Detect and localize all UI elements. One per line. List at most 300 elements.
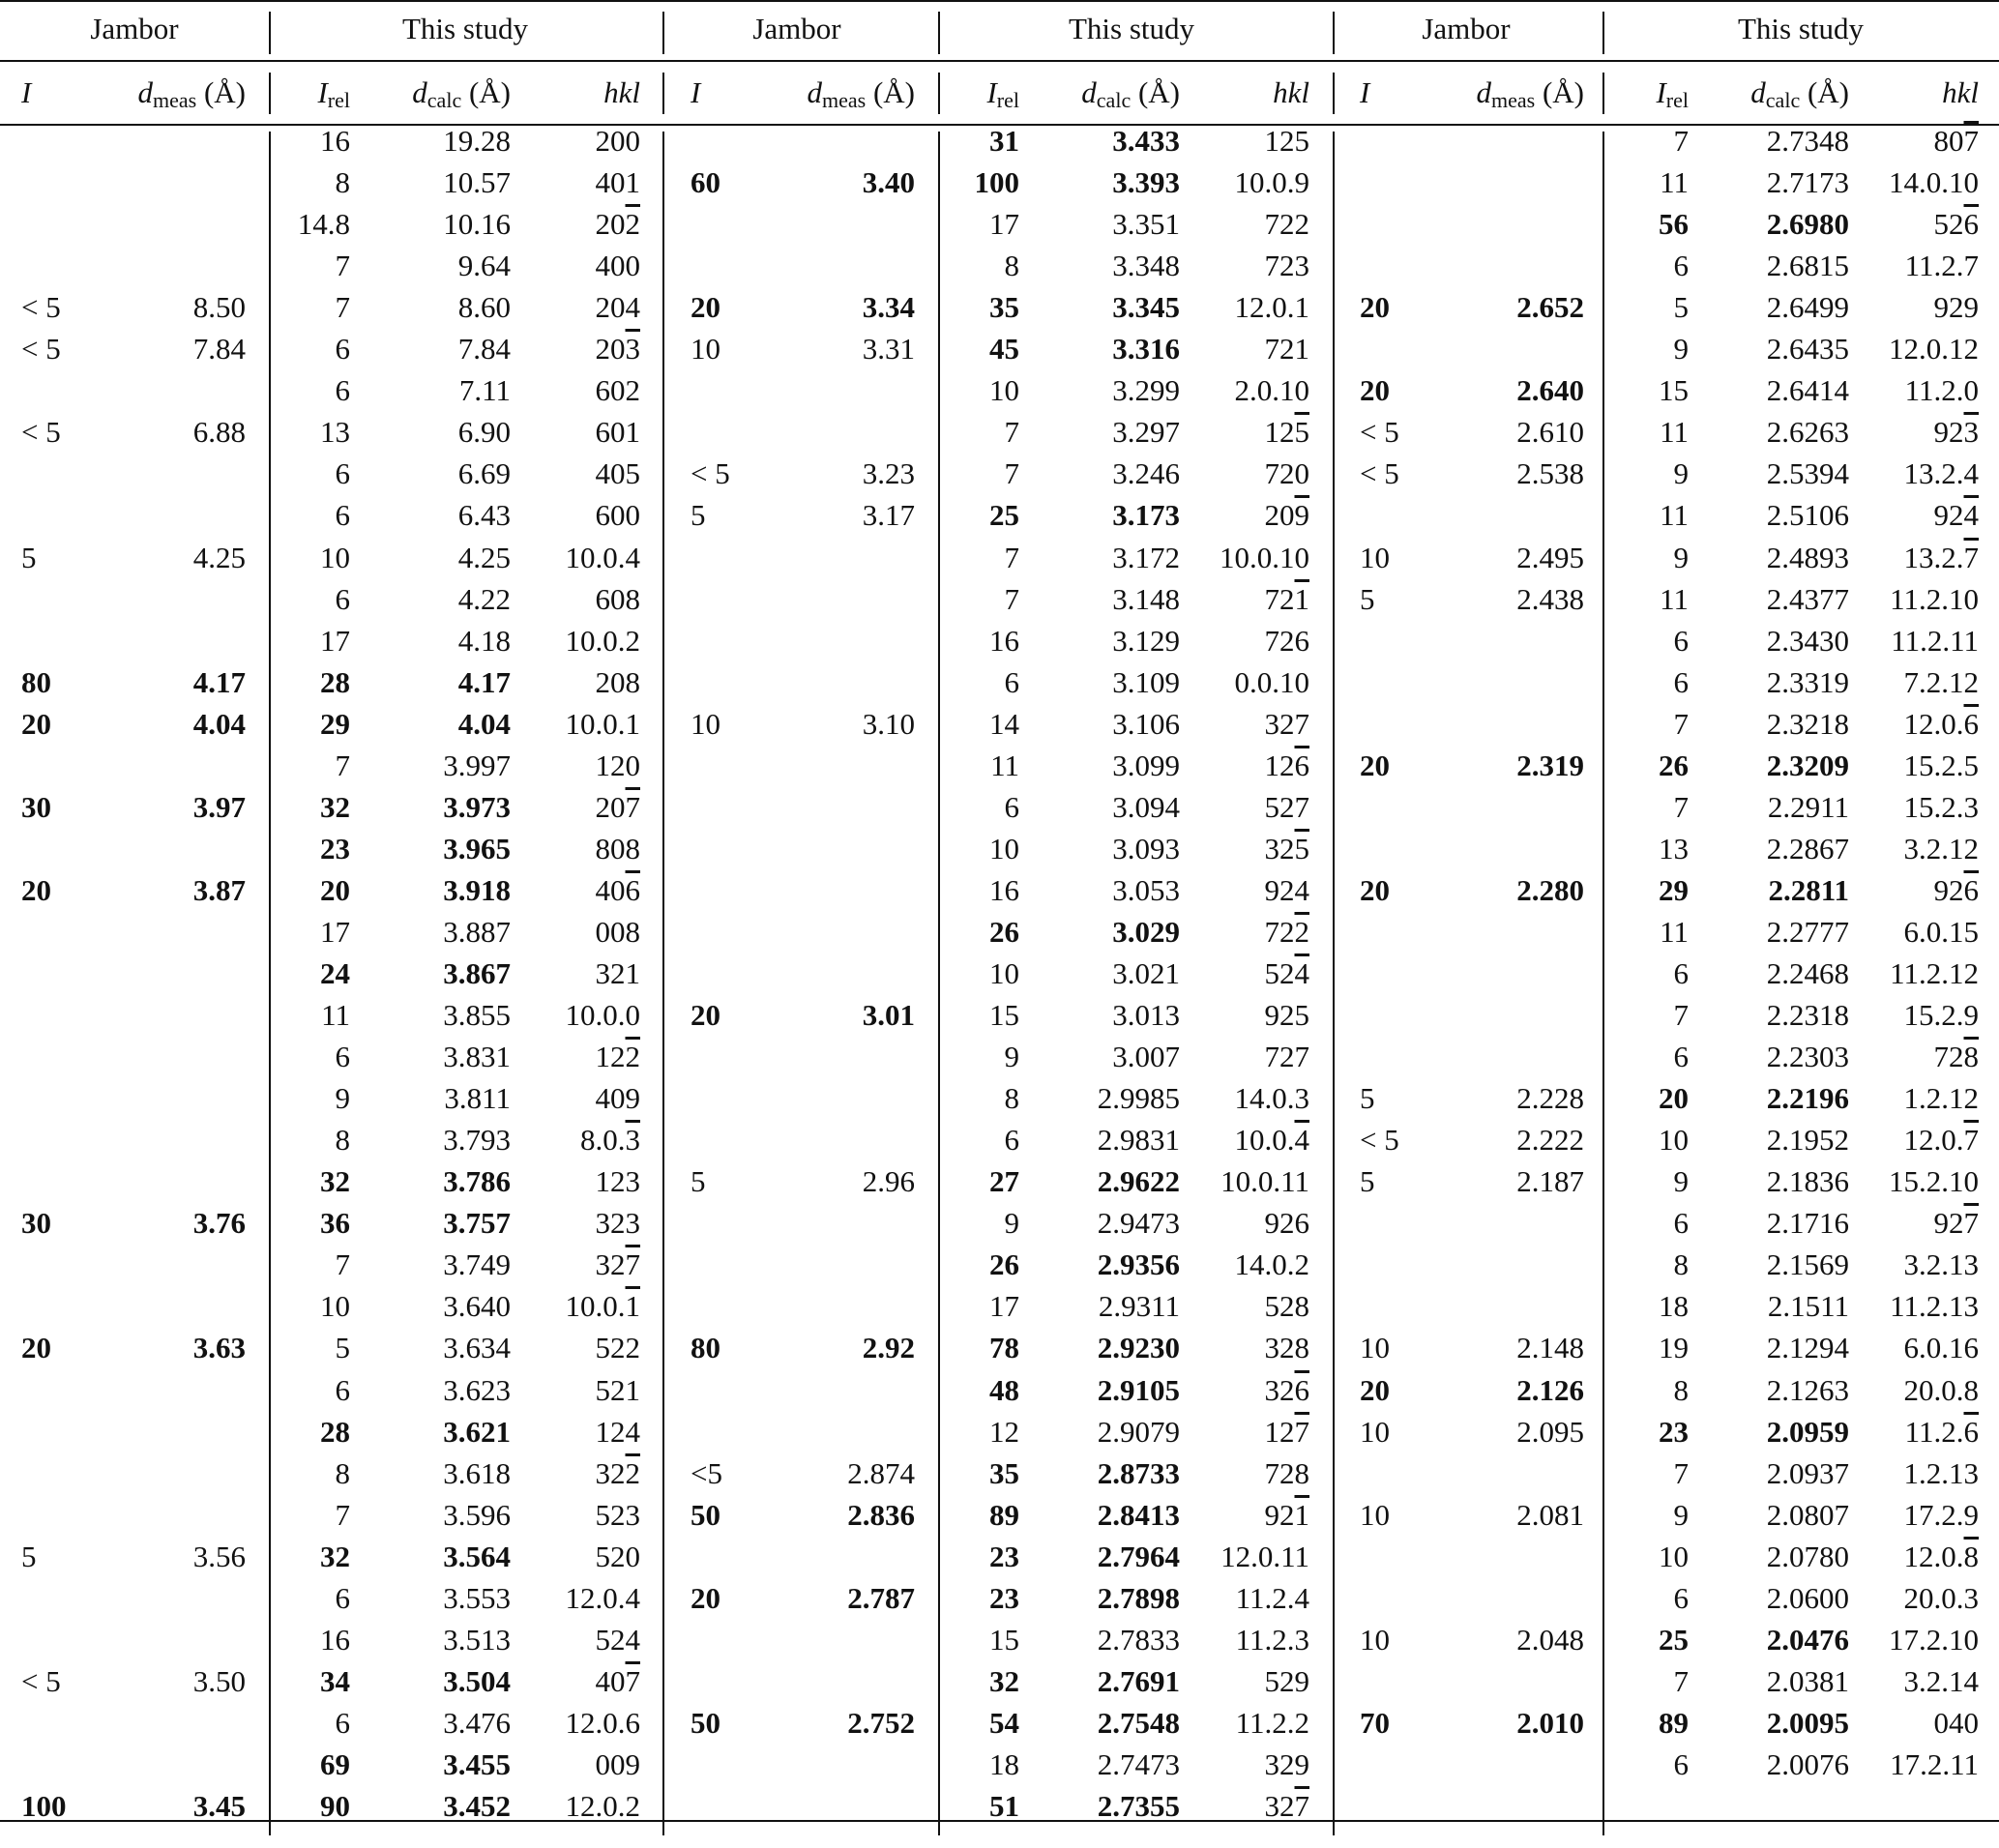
column-separator [1602,132,1604,1835]
cell-hkl: 11.2.3 [1235,1622,1309,1657]
cell-Irel: 7 [1673,789,1689,824]
cell-hkl: 808 [595,831,640,865]
cell-dcalc: 3.106 [1112,706,1180,741]
cell-Irel: 34 [320,1663,350,1698]
cell-I: 20 [691,998,720,1033]
cell-Irel: 8 [1673,1247,1689,1282]
cell-hkl: 11.2.2 [1235,1705,1309,1740]
cell-Irel: 6 [335,1040,350,1074]
cell-Irel: 14.8 [297,207,350,242]
cell-dcalc: 6.90 [457,415,511,450]
cell-I: 20 [21,872,51,907]
cell-hkl: 921 [1264,1497,1309,1532]
cell-Irel: 32 [320,1539,350,1573]
column-separator [662,132,664,1835]
cell-dcalc: 2.9356 [1097,1247,1180,1282]
cell-I: 5 [21,1539,37,1573]
cell-Irel: 7 [1673,706,1689,741]
group-header: This study [1737,12,1865,45]
cell-dcalc: 3.099 [1112,748,1180,782]
cell-Irel: 10 [989,956,1019,990]
cell-hkl: 10.0.4 [1234,1123,1309,1158]
cell-hkl: 202 [595,207,640,242]
group-header: This study [401,12,529,45]
cell-hkl: 401 [595,165,640,200]
cell-Irel: 27 [989,1164,1019,1199]
cell-I: 20 [21,1331,51,1365]
cell-dcalc: 3.109 [1112,664,1180,699]
cell-Irel: 23 [320,831,350,865]
cell-dcalc: 4.22 [457,581,511,616]
cell-Irel: 6 [335,456,350,491]
cell-dcalc: 2.1569 [1766,1247,1849,1282]
cell-hkl: 722 [1264,207,1309,242]
cell-dcalc: 19.28 [443,124,511,158]
cell-hkl: 17.2.11 [1890,1746,1979,1781]
cell-dcalc: 3.129 [1112,623,1180,658]
cell-dcalc: 3.621 [443,1414,511,1449]
cell-dmeas: 2.280 [1516,872,1584,907]
cell-hkl: 209 [1264,498,1309,533]
cell-Irel: 16 [989,623,1019,658]
cell-dcalc: 3.476 [443,1705,511,1740]
cell-hkl: 10.0.9 [1234,165,1309,200]
cell-hkl: 8.0.3 [580,1123,640,1158]
cell-hkl: 12.0.1 [1234,290,1309,325]
cell-Irel: 17 [989,207,1019,242]
cell-dcalc: 3.811 [444,1081,511,1116]
cell-dcalc: 3.623 [443,1372,511,1407]
cell-I: 50 [691,1705,720,1740]
cell-dcalc: 2.7473 [1097,1746,1180,1781]
cell-dcalc: 3.029 [1112,914,1180,949]
cell-hkl: 6.0.15 [1903,914,1979,949]
cell-dmeas: 2.438 [1516,581,1584,616]
cell-Irel: 11 [321,998,350,1033]
cell-dcalc: 2.9622 [1097,1164,1180,1199]
cell-dcalc: 3.757 [443,1206,511,1241]
cell-dcalc: 3.351 [1112,207,1180,242]
group-header: Jambor [90,12,179,45]
cell-dmeas: 2.787 [847,1580,915,1615]
cell-dcalc: 2.9105 [1097,1372,1180,1407]
cell-dcalc: 2.3319 [1766,664,1849,699]
cell-dcalc: 2.0780 [1766,1539,1849,1573]
cell-Irel: 6 [335,498,350,533]
cell-hkl: 326 [1264,1372,1309,1407]
cell-dmeas: 3.97 [192,789,246,824]
cell-Irel: 13 [320,415,350,450]
cell-I: 80 [691,1331,720,1365]
cell-dcalc: 3.855 [443,998,511,1033]
cell-hkl: 722 [1264,914,1309,949]
cell-dcalc: 2.0937 [1766,1455,1849,1490]
cell-dcalc: 3.973 [443,789,511,824]
cell-dcalc: 3.504 [443,1663,511,1698]
cell-hkl: 923 [1933,415,1979,450]
cell-dmeas: 3.76 [192,1206,246,1241]
cell-dcalc: 4.18 [457,623,511,658]
cell-dcalc: 3.053 [1112,872,1180,907]
cell-Irel: 19 [1659,1331,1689,1365]
cell-Irel: 25 [989,498,1019,533]
cell-Irel: 6 [335,1372,350,1407]
cell-Irel: 69 [320,1746,350,1781]
cell-Irel: 7 [1004,456,1019,491]
cell-dcalc: 2.2196 [1766,1081,1849,1116]
cell-I: 5 [1360,581,1375,616]
cell-hkl: 10.0.1 [565,1289,640,1324]
cell-I: < 5 [21,332,61,367]
cell-hkl: 926 [1264,1206,1309,1241]
cell-dcalc: 2.2911 [1767,789,1849,824]
cell-hkl: 15.2.9 [1903,998,1979,1033]
cell-dcalc: 3.173 [1112,498,1180,533]
cell-dcalc: 3.348 [1112,249,1180,283]
cell-Irel: 26 [989,914,1019,949]
cell-hkl: 608 [595,581,640,616]
cell-Irel: 28 [320,664,350,699]
cell-dcalc: 3.640 [443,1289,511,1324]
cell-dmeas: 2.148 [1516,1331,1584,1365]
cell-dcalc: 2.1836 [1766,1164,1849,1199]
cell-dcalc: 3.997 [443,748,511,782]
cell-Irel: 90 [320,1789,350,1823]
cell-dcalc: 2.1294 [1766,1331,1849,1365]
cell-Irel: 11 [1660,581,1689,616]
cell-dmeas: 3.01 [862,998,915,1033]
cell-Irel: 23 [989,1539,1019,1573]
cell-hkl: 12.0.7 [1903,1123,1979,1158]
cell-Irel: 6 [335,332,350,367]
cell-Irel: 7 [335,1247,350,1282]
cell-dcalc: 2.7548 [1097,1705,1180,1740]
cell-dcalc: 3.513 [443,1622,511,1657]
cell-dmeas: 2.640 [1516,373,1584,408]
cell-hkl: 406 [595,872,640,907]
cell-hkl: 1.2.12 [1903,1081,1979,1116]
cell-dcalc: 2.0095 [1766,1705,1849,1740]
cell-hkl: 526 [1933,207,1979,242]
cell-I: 100 [21,1789,67,1823]
column-separator [1333,73,1335,114]
cell-hkl: 10.0.1 [565,706,640,741]
cell-dcalc: 3.094 [1112,789,1180,824]
cell-I: 30 [21,789,51,824]
cell-Irel: 8 [1673,1372,1689,1407]
cell-hkl: 924 [1264,872,1309,907]
cell-Irel: 35 [989,290,1019,325]
cell-Irel: 24 [320,956,350,990]
cell-Irel: 6 [335,1580,350,1615]
cell-hkl: 321 [595,956,640,990]
cell-Irel: 16 [320,124,350,158]
cell-hkl: 327 [1264,1789,1309,1823]
cell-Irel: 7 [335,249,350,283]
cell-dcalc: 2.7173 [1766,165,1849,200]
cell-I: 5 [1360,1081,1375,1116]
cell-hkl: 10.0.10 [1220,540,1309,574]
column-separator [662,73,664,114]
cell-hkl: 528 [1264,1289,1309,1324]
column-header-Irel: $I_{rel}$ [986,75,1019,112]
cell-hkl: 13.2.7 [1903,540,1979,574]
cell-hkl: 10.0.11 [1220,1164,1309,1199]
cell-Irel: 89 [989,1497,1019,1532]
cell-Irel: 6 [1673,1746,1689,1781]
cell-hkl: 124 [595,1414,640,1449]
cell-dcalc: 2.4893 [1766,540,1849,574]
cell-Irel: 51 [989,1789,1019,1823]
cell-dcalc: 3.021 [1112,956,1180,990]
cell-Irel: 7 [1004,581,1019,616]
cell-dcalc: 2.7898 [1097,1580,1180,1615]
cell-dcalc: 2.5106 [1766,498,1849,533]
cell-dmeas: 2.187 [1516,1164,1584,1199]
cell-Irel: 7 [335,290,350,325]
cell-Irel: 26 [989,1247,1019,1282]
cell-I: 5 [691,1164,706,1199]
cell-Irel: 11 [1660,415,1689,450]
cell-dcalc: 3.596 [443,1497,511,1532]
cell-hkl: 15.2.5 [1903,748,1979,782]
cell-dmeas: 2.92 [862,1331,915,1365]
cell-Irel: 6 [335,581,350,616]
cell-dcalc: 2.1511 [1767,1289,1849,1324]
cell-hkl: 723 [1264,249,1309,283]
column-header-dmeas: $d_{meas}$ (Å) [137,75,246,112]
cell-Irel: 78 [989,1331,1019,1365]
cell-dcalc: 2.0381 [1766,1663,1849,1698]
cell-hkl: 407 [595,1663,640,1698]
column-header-I: I [21,75,32,109]
cell-hkl: 20.0.8 [1903,1372,1979,1407]
cell-dcalc: 2.6263 [1766,415,1849,450]
cell-Irel: 20 [1659,1081,1689,1116]
cell-I: < 5 [1360,456,1399,491]
cell-Irel: 29 [320,706,350,741]
cell-hkl: 14.0.3 [1234,1081,1309,1116]
cell-hkl: 126 [1264,748,1309,782]
cell-dcalc: 2.9311 [1098,1289,1180,1324]
cell-dcalc: 3.553 [443,1580,511,1615]
cell-hkl: 11.2.0 [1904,373,1979,408]
cell-dcalc: 3.433 [1112,124,1180,158]
column-header-Irel: $I_{rel}$ [1656,75,1689,112]
cell-dcalc: 2.3430 [1766,623,1849,658]
cell-Irel: 13 [1659,831,1689,865]
cell-dcalc: 2.4377 [1766,581,1849,616]
cell-dcalc: 3.013 [1112,998,1180,1033]
cell-I: 20 [1360,373,1390,408]
cell-hkl: 522 [595,1331,640,1365]
cell-Irel: 9 [1004,1040,1019,1074]
cell-dcalc: 3.093 [1112,831,1180,865]
cell-dcalc: 2.2811 [1768,872,1849,907]
cell-hkl: 11.2.10 [1890,581,1979,616]
cell-Irel: 14 [989,706,1019,741]
cell-hkl: 929 [1933,290,1979,325]
cell-hkl: 11.2.11 [1891,623,1979,658]
cell-dmeas: 2.836 [847,1497,915,1532]
cell-hkl: 12.0.12 [1889,332,1979,367]
cell-dcalc: 2.5394 [1766,456,1849,491]
cell-Irel: 9 [1673,456,1689,491]
cell-dcalc: 2.9230 [1097,1331,1180,1365]
cell-I: 20 [1360,748,1390,782]
cell-hkl: 721 [1264,581,1309,616]
cell-dcalc: 2.6980 [1766,207,1849,242]
column-header-hkl: hkl [603,75,640,109]
cell-dcalc: 3.564 [443,1539,511,1573]
cell-I: 60 [691,165,720,200]
cell-dcalc: 3.455 [443,1746,511,1781]
column-separator [938,73,940,114]
column-header-dcalc: $d_{calc}$ (Å) [1081,75,1180,112]
cell-hkl: 120 [595,748,640,782]
cell-hkl: 10.0.2 [565,623,640,658]
cell-Irel: 5 [1673,290,1689,325]
cell-dmeas: 3.40 [862,165,915,200]
column-header-dmeas: $d_{meas}$ (Å) [1476,75,1584,112]
cell-hkl: 123 [595,1164,640,1199]
cell-I: <5 [691,1455,722,1490]
cell-hkl: 6.0.16 [1903,1331,1979,1365]
cell-dcalc: 3.867 [443,956,511,990]
cell-Irel: 16 [320,1622,350,1657]
cell-Irel: 17 [320,623,350,658]
cell-hkl: 12.0.6 [565,1705,640,1740]
cell-Irel: 8 [1004,1081,1019,1116]
cell-dmeas: 8.50 [192,290,246,325]
cell-Irel: 10 [320,1289,350,1324]
cell-hkl: 524 [595,1622,640,1657]
cell-Irel: 9 [1673,1164,1689,1199]
cell-dcalc: 4.04 [457,706,511,741]
cell-hkl: 200 [595,124,640,158]
cell-hkl: 14.0.10 [1889,165,1979,200]
cell-dcalc: 2.0959 [1766,1414,1849,1449]
cell-Irel: 12 [989,1414,1019,1449]
cell-hkl: 12.0.4 [565,1580,640,1615]
cell-hkl: 17.2.10 [1889,1622,1979,1657]
cell-Irel: 10 [1659,1539,1689,1573]
cell-I: 10 [691,332,720,367]
cell-Irel: 25 [1659,1622,1689,1657]
cell-Irel: 6 [1673,956,1689,990]
cell-dmeas: 2.652 [1516,290,1584,325]
cell-Irel: 10 [989,831,1019,865]
cell-dcalc: 3.172 [1112,540,1180,574]
cell-dmeas: 4.17 [192,664,246,699]
cell-hkl: 009 [595,1746,640,1781]
cell-hkl: 15.2.10 [1889,1164,1979,1199]
cell-dcalc: 2.9079 [1097,1414,1180,1449]
cell-Irel: 10 [1659,1123,1689,1158]
cell-dcalc: 9.64 [457,249,511,283]
cell-hkl: 12.0.11 [1220,1539,1309,1573]
cell-hkl: 13.2.4 [1903,456,1979,491]
column-header-I: I [691,75,701,109]
cell-hkl: 323 [595,1206,640,1241]
cell-dmeas: 3.23 [862,456,915,491]
cell-Irel: 15 [1659,373,1689,408]
cell-hkl: 1.2.13 [1903,1455,1979,1490]
cell-Irel: 36 [320,1206,350,1241]
cell-Irel: 6 [1004,664,1019,699]
cell-I: 10 [1360,540,1390,574]
cell-Irel: 7 [335,1497,350,1532]
cell-hkl: 10.0.0 [565,998,640,1033]
cell-dcalc: 7.84 [457,332,511,367]
cell-dmeas: 2.228 [1516,1081,1584,1116]
cell-hkl: 14.0.2 [1234,1247,1309,1282]
cell-I: 20 [691,1580,720,1615]
cell-Irel: 7 [1004,415,1019,450]
cell-dcalc: 3.297 [1112,415,1180,450]
cell-dcalc: 2.0600 [1766,1580,1849,1615]
cell-I: 20 [1360,1372,1390,1407]
cell-dcalc: 2.6414 [1766,373,1849,408]
cell-hkl: 721 [1264,332,1309,367]
cell-Irel: 29 [1659,872,1689,907]
cell-dmeas: 2.874 [847,1455,915,1490]
cell-dcalc: 2.6815 [1766,249,1849,283]
cell-Irel: 23 [989,1580,1019,1615]
cell-hkl: 20.0.3 [1903,1580,1979,1615]
cell-dmeas: 4.04 [192,706,246,741]
cell-hkl: 204 [595,290,640,325]
cell-I: 10 [1360,1331,1390,1365]
cell-Irel: 10 [989,373,1019,408]
cell-dcalc: 2.8733 [1097,1455,1180,1490]
cell-Irel: 31 [989,124,1019,158]
cell-dmeas: 2.96 [862,1164,915,1199]
cell-hkl: 925 [1264,998,1309,1033]
cell-I: 10 [691,706,720,741]
cell-hkl: 17.2.9 [1903,1497,1979,1532]
cell-dcalc: 3.634 [443,1331,511,1365]
cell-hkl: 524 [1264,956,1309,990]
cell-hkl: 127 [1264,1414,1309,1449]
cell-Irel: 7 [1673,1663,1689,1698]
cell-Irel: 32 [320,789,350,824]
cell-hkl: 405 [595,456,640,491]
cell-dcalc: 3.316 [1112,332,1180,367]
group-header: Jambor [1422,12,1511,45]
column-header-I: I [1360,75,1370,109]
cell-dcalc: 6.43 [457,498,511,533]
cell-dmeas: 3.87 [192,872,246,907]
cell-dcalc: 3.246 [1112,456,1180,491]
cell-Irel: 16 [989,872,1019,907]
cell-hkl: 523 [595,1497,640,1532]
cell-dcalc: 10.16 [443,207,511,242]
cell-hkl: 3.2.14 [1903,1663,1979,1698]
cell-I: < 5 [21,415,61,450]
cell-hkl: 0.0.10 [1234,664,1309,699]
cell-I: 80 [21,664,51,699]
cell-I: < 5 [21,1663,61,1698]
cell-Irel: 48 [989,1372,1019,1407]
cell-dcalc: 3.007 [1112,1040,1180,1074]
cell-dcalc: 2.2777 [1766,914,1849,949]
cell-dcalc: 2.1716 [1766,1206,1849,1241]
cell-I: 30 [21,1206,51,1241]
cell-dcalc: 3.831 [443,1040,511,1074]
cell-Irel: 7 [335,748,350,782]
cell-Irel: 26 [1659,748,1689,782]
